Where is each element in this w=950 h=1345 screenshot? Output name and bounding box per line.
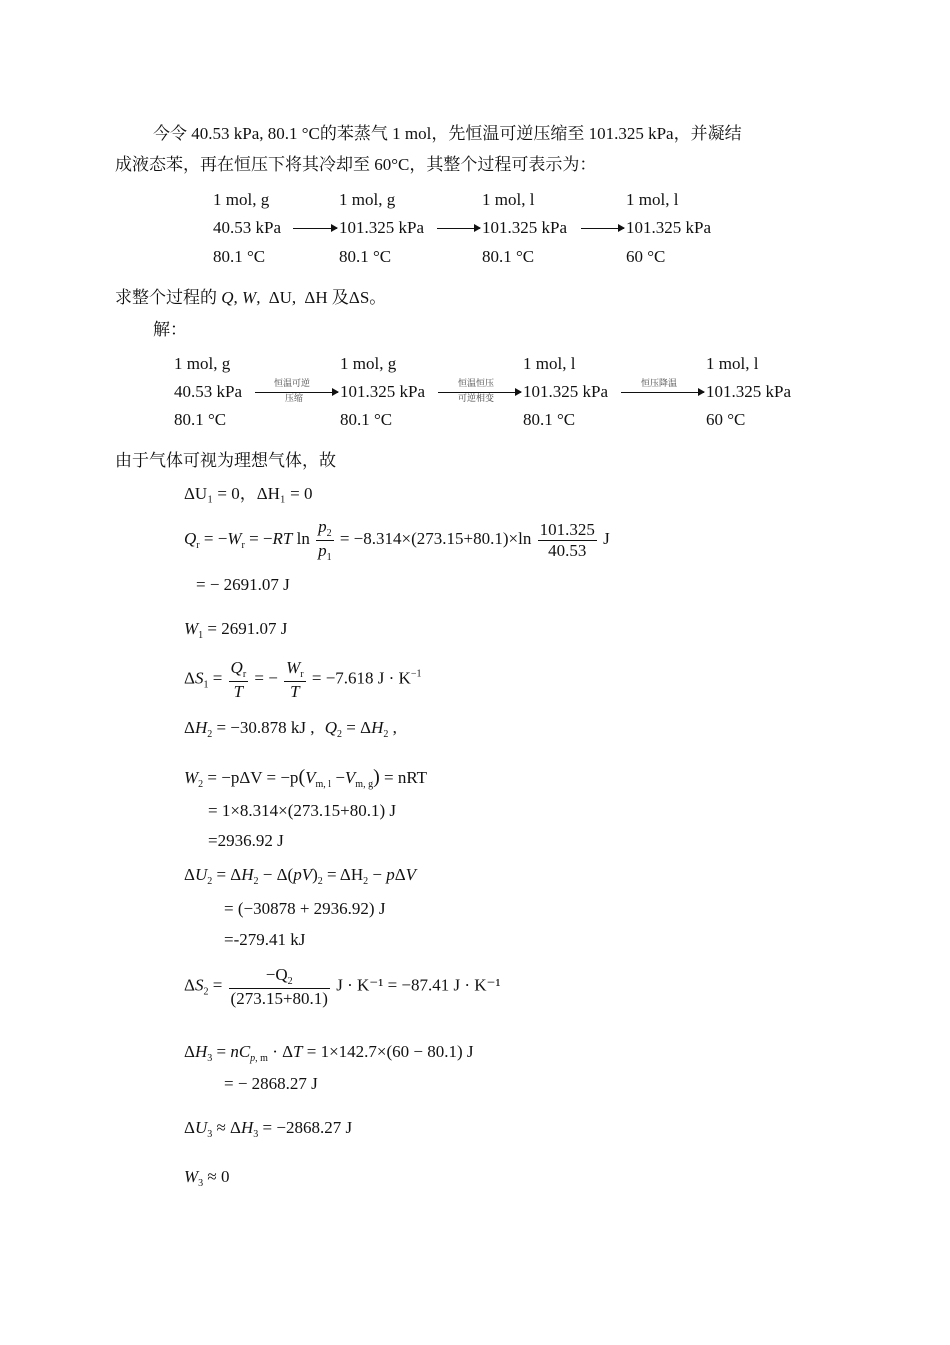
s2-arrow-1-top-label: 恒温可逆 xyxy=(274,379,311,389)
s2-state2-pressure: 101.325 kPa xyxy=(340,382,425,401)
eq-dh3-value: = − 2868.27 J xyxy=(224,1074,318,1093)
intro-line-1: 今令 40.53 kPa, 80.1 °C的苯蒸气 1 mol，先恒温可逆压缩至 101.325 kPa，并凝结 xyxy=(153,124,742,143)
s1-arrow-2 xyxy=(437,228,480,229)
s1-state1-amount: 1 mol, g xyxy=(213,190,270,209)
eq-w2: $W_2 = -p\Delta V = -p(V_{m, l} -V_{m, g})$ = nRT xyxy=(184,766,428,790)
question-line: 求整个过程的 Q, W, ΔU, ΔH 及ΔS。 xyxy=(115,288,387,307)
s2-arrow-3 xyxy=(621,392,704,393)
ideal-gas-note: 由于气体可视为理想气体，故 xyxy=(115,451,336,470)
s2-arrow-1-bottom-label: 压缩 xyxy=(285,394,304,404)
s2-arrow-1 xyxy=(255,392,338,393)
s2-state2-temp: 80.1 °C xyxy=(340,410,393,429)
s1-arrow-1 xyxy=(293,228,337,229)
eq-ds1: $\Delta S_1$ = $\frac{Q_r}{T}$ = − $\frac{W_r}{T}$ = −7.618 $J \cdot K^{-1}$ xyxy=(184,658,422,701)
s1-state2-temp: 80.1 °C xyxy=(339,247,392,266)
s1-state3-pressure: 101.325 kPa xyxy=(482,218,567,237)
s2-state4-temp: 60 °C xyxy=(706,410,746,429)
eq-qr: $Q_r = -W_r = -RT$ ln $\frac{p_2}{p_1}$ = −8.314×(273.15+80.1)×ln $\frac{101.325}{40.53}$ J xyxy=(184,517,610,563)
eq-du2: $\Delta U_2 = \Delta H_2 - \Delta(pV)_2 = \Delta H_2 - p\Delta V$ xyxy=(184,865,417,887)
s1-state2-pressure: 101.325 kPa xyxy=(339,218,424,237)
eq-ds2: $\Delta S_2$ = $\frac{-Q_2}{(273.15+80.1)}$ J · K⁻¹ = −87.41 J · K⁻¹ xyxy=(184,965,501,1008)
s2-state4-amount: 1 mol, l xyxy=(706,354,759,373)
s2-state3-pressure: 101.325 kPa xyxy=(523,382,608,401)
s1-state4-temp: 60 °C xyxy=(626,247,666,266)
eq-dh2: $\Delta H_2 = -30.878$ kJ , $Q_2 = \Delta H_2$ , xyxy=(184,718,397,740)
s2-state3-amount: 1 mol, l xyxy=(523,354,576,373)
eq-w2-value: =2936.92 J xyxy=(208,831,284,850)
s2-arrow-2-bottom-label: 可逆相变 xyxy=(458,394,495,404)
s1-state3-amount: 1 mol, l xyxy=(482,190,535,209)
eq-w3: $W_3 \approx 0$ xyxy=(184,1167,230,1189)
intro-line-2: 成液态苯，再在恒压下将其冷却至 60°C，其整个过程可表示为： xyxy=(115,155,597,174)
s1-state4-amount: 1 mol, l xyxy=(626,190,679,209)
s1-state3-temp: 80.1 °C xyxy=(482,247,535,266)
eq-du2-value: =-279.41 kJ xyxy=(224,930,306,949)
s1-state1-pressure: 40.53 kPa xyxy=(213,218,281,237)
s2-state1-pressure: 40.53 kPa xyxy=(174,382,242,401)
s2-state4-pressure: 101.325 kPa xyxy=(706,382,791,401)
s1-arrow-3 xyxy=(581,228,624,229)
s2-state1-amount: 1 mol, g xyxy=(174,354,231,373)
s2-state2-amount: 1 mol, g xyxy=(340,354,397,373)
s2-arrow-2 xyxy=(438,392,521,393)
solution-label: 解： xyxy=(153,320,187,339)
s1-state1-temp: 80.1 °C xyxy=(213,247,266,266)
eq-qr-value: = − 2691.07 J xyxy=(196,575,290,594)
s2-arrow-3-top-label: 恒压降温 xyxy=(641,379,678,389)
eq-du1-dh1: ΔU₁ = 0，ΔH₁ = 0 xyxy=(184,484,313,503)
eq-du3: $\Delta U_3 \approx \Delta H_3 = -2868.27$ J xyxy=(184,1118,353,1140)
s2-state3-temp: 80.1 °C xyxy=(523,410,576,429)
eq-w2-substitution: = 1×8.314×(273.15+80.1) J xyxy=(208,801,397,820)
eq-du2-substitution: = (−30878 + 2936.92) J xyxy=(224,899,386,918)
s2-state1-temp: 80.1 °C xyxy=(174,410,227,429)
s1-state4-pressure: 101.325 kPa xyxy=(626,218,711,237)
s1-state2-amount: 1 mol, g xyxy=(339,190,396,209)
s2-arrow-2-top-label: 恒温恒压 xyxy=(458,379,495,389)
eq-dh3: $\Delta H_3 = nC_{p, m} \cdot \Delta T = 1\times 142.7\times(60 - 80.1)$ J xyxy=(184,1042,474,1064)
eq-w1: $W_1 = 2691.07$ J xyxy=(184,619,288,641)
